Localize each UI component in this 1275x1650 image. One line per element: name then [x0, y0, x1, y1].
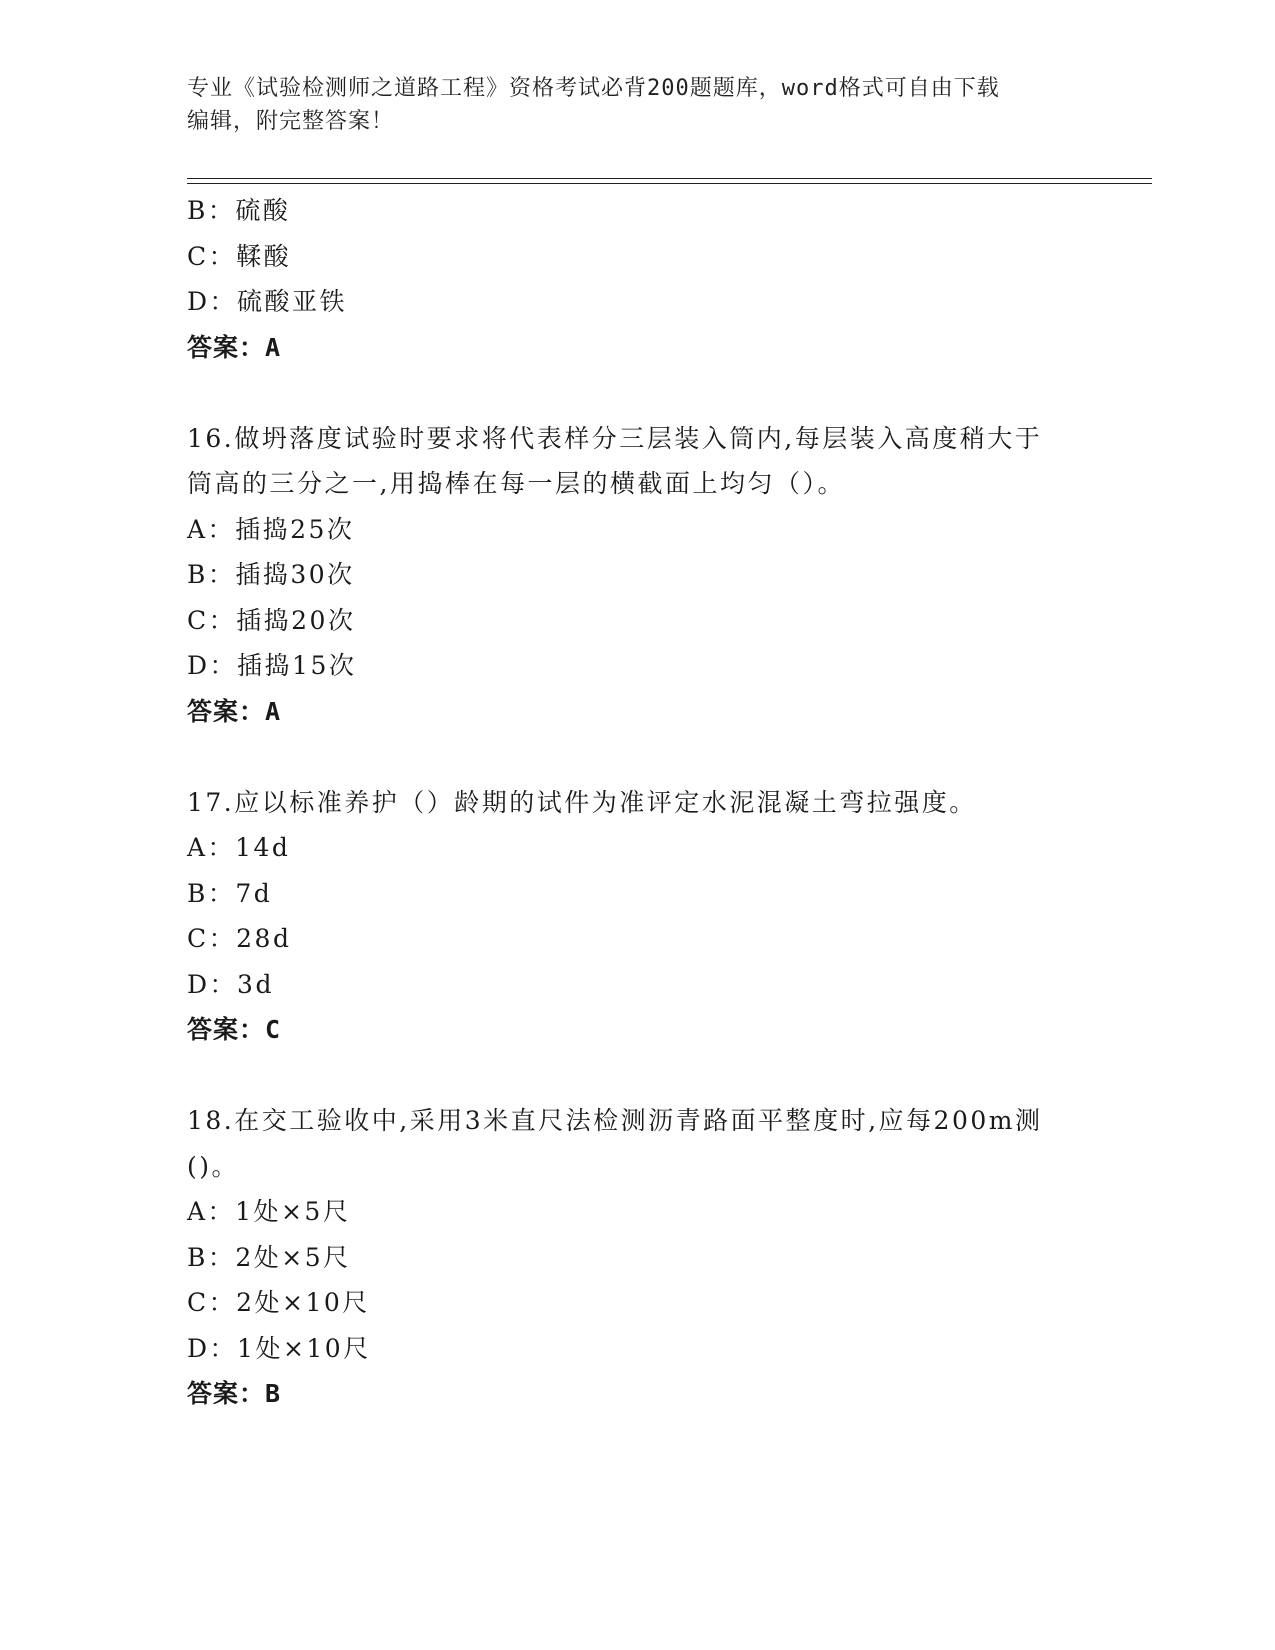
option-a: A：1处×5尺 [187, 1197, 351, 1226]
question-block-18 [187, 1098, 1067, 1417]
option-b: B：2处×5尺 [187, 1242, 351, 1272]
spacer [187, 1053, 1067, 1099]
option-d: D：3d [187, 969, 274, 999]
header-divider-top [187, 178, 1152, 179]
option-b: B：硫酸 [187, 196, 291, 225]
option-d: D：1处×10尺 [187, 1333, 371, 1363]
question-block-16 [187, 416, 1067, 735]
option-d: D：插捣15次 [187, 651, 357, 680]
answer-label: 答案：A [187, 696, 282, 726]
answer-label: 答案：A [187, 332, 282, 362]
option-c: C：鞣酸 [187, 241, 292, 271]
option-c: C：28d [187, 924, 292, 953]
option-b: B：7d [187, 878, 273, 908]
header-divider-bottom [187, 183, 1152, 184]
option-a: A：插捣25次 [187, 514, 355, 544]
answer-label: 答案：C [187, 1015, 282, 1044]
answer-label: 答案：B [187, 1379, 282, 1408]
header-title-line-2: 编辑，附完整答案！ [187, 109, 395, 134]
question-block-17 [187, 780, 1067, 1053]
document-header [187, 72, 1067, 138]
option-b: B：插捣30次 [187, 560, 355, 589]
option-d: D：硫酸亚铁 [187, 287, 348, 316]
option-c: C：2处×10尺 [187, 1288, 370, 1317]
question-text: 17.应以标准养护（）龄期的试件为准评定水泥混凝土弯拉强度。 [187, 787, 977, 817]
question-text: 18.在交工验收中,采用3米直尺法检测沥青路面平整度时,应每200m测()。 [187, 1106, 1043, 1181]
question-text: 16.做坍落度试验时要求将代表样分三层装入筒内,每层装入高度稍大于筒高的三分之一,用捣棒在每一层的横截面上均匀（）。 [187, 423, 1043, 498]
question-list [187, 188, 1067, 1417]
option-a: A：14d [187, 833, 291, 862]
option-c: C：插捣20次 [187, 605, 356, 635]
spacer [187, 734, 1067, 780]
header-title-line-1: 专业《试验检测师之道路工程》资格考试必背200题题库，word格式可自由下载 [187, 76, 1000, 101]
question-block-15 [187, 188, 1067, 370]
spacer [187, 370, 1067, 416]
